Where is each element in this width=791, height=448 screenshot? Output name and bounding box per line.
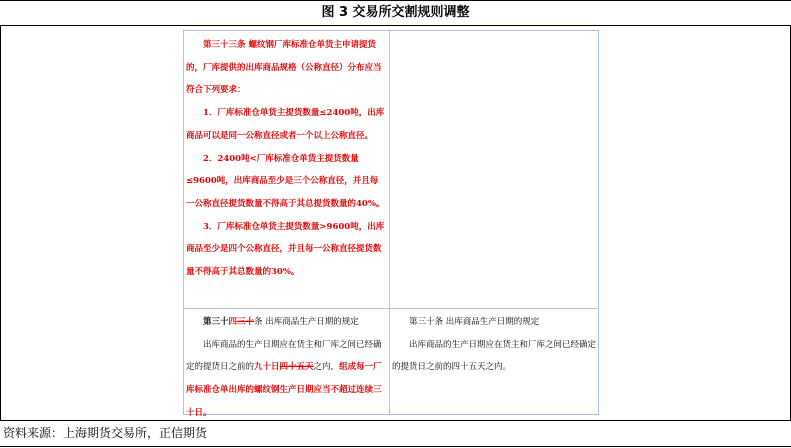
body-line2: 之内， — [313, 362, 340, 373]
table-row-divider — [183, 308, 599, 309]
new-days: 九十日 — [254, 362, 280, 373]
table-column-divider — [389, 30, 390, 415]
source-bottom-border — [0, 446, 791, 447]
rule-33-item-3: 3．厂库标准仓单货主提货数量>9600吨，出库商品至少是四个公称直径，并且每一公称直径提货数量不得高于其总数量的30%。 — [186, 221, 385, 278]
body-line1: 出库商品的生产日期应在货主和厂库之间已经确定的提货日之前的 — [186, 339, 382, 373]
source-note: 资料来源：上海期货交易所，正信期货 — [3, 426, 208, 440]
heading-suffix: 条 出库商品生产日期的规定 — [254, 317, 359, 327]
cell-new-rule-33 — [186, 34, 386, 284]
old-rule-body: 出库商品的生产日期应在货主和厂库之间已经确定的提货日之前的四十五天之内。 — [392, 339, 597, 373]
source-top-border — [0, 420, 791, 421]
figure-title: 图 3 交易所交割规则调整 — [0, 0, 791, 26]
cell-old-rule-production-date — [392, 311, 596, 379]
frame-left-border — [0, 26, 1, 420]
heading-prefix: 第三十 — [203, 317, 229, 327]
old-days: 四十五天 — [279, 362, 314, 373]
heading-new-number: 四 — [228, 317, 238, 327]
added-clause: 组成每一厂库标准仓单出库的螺纹钢生产日期应当不超过连续三十日。 — [186, 362, 382, 418]
new-rule-body — [186, 334, 386, 425]
rule-33-intro: 第三十三条 螺纹钢厂库标准仓单货主申请提货的，厂库提供的出库商品规格（公称直径）分布应当符合下列要求： — [186, 40, 382, 96]
heading-old-number: 三十 — [237, 317, 255, 327]
cell-new-rule-production-date — [186, 311, 386, 425]
rule-33-item-1: 1．厂库标准仓单货主提货数量≤2400吨，出库商品可以是同一公称直径或者一个以上公称直径。 — [186, 108, 385, 141]
old-rule-heading: 第三十条 出库商品生产日期的规定 — [409, 317, 540, 327]
new-rule-heading — [186, 311, 386, 334]
dotted-marker: ········· — [210, 27, 240, 35]
rule-33-item-2: 2．2400吨<厂库标准仓单货主提货数量≤9600吨，出库商品至少是三个公称直径，并且每一公称直径提货数量不得高于其总提货数量的40%。 — [186, 153, 385, 209]
